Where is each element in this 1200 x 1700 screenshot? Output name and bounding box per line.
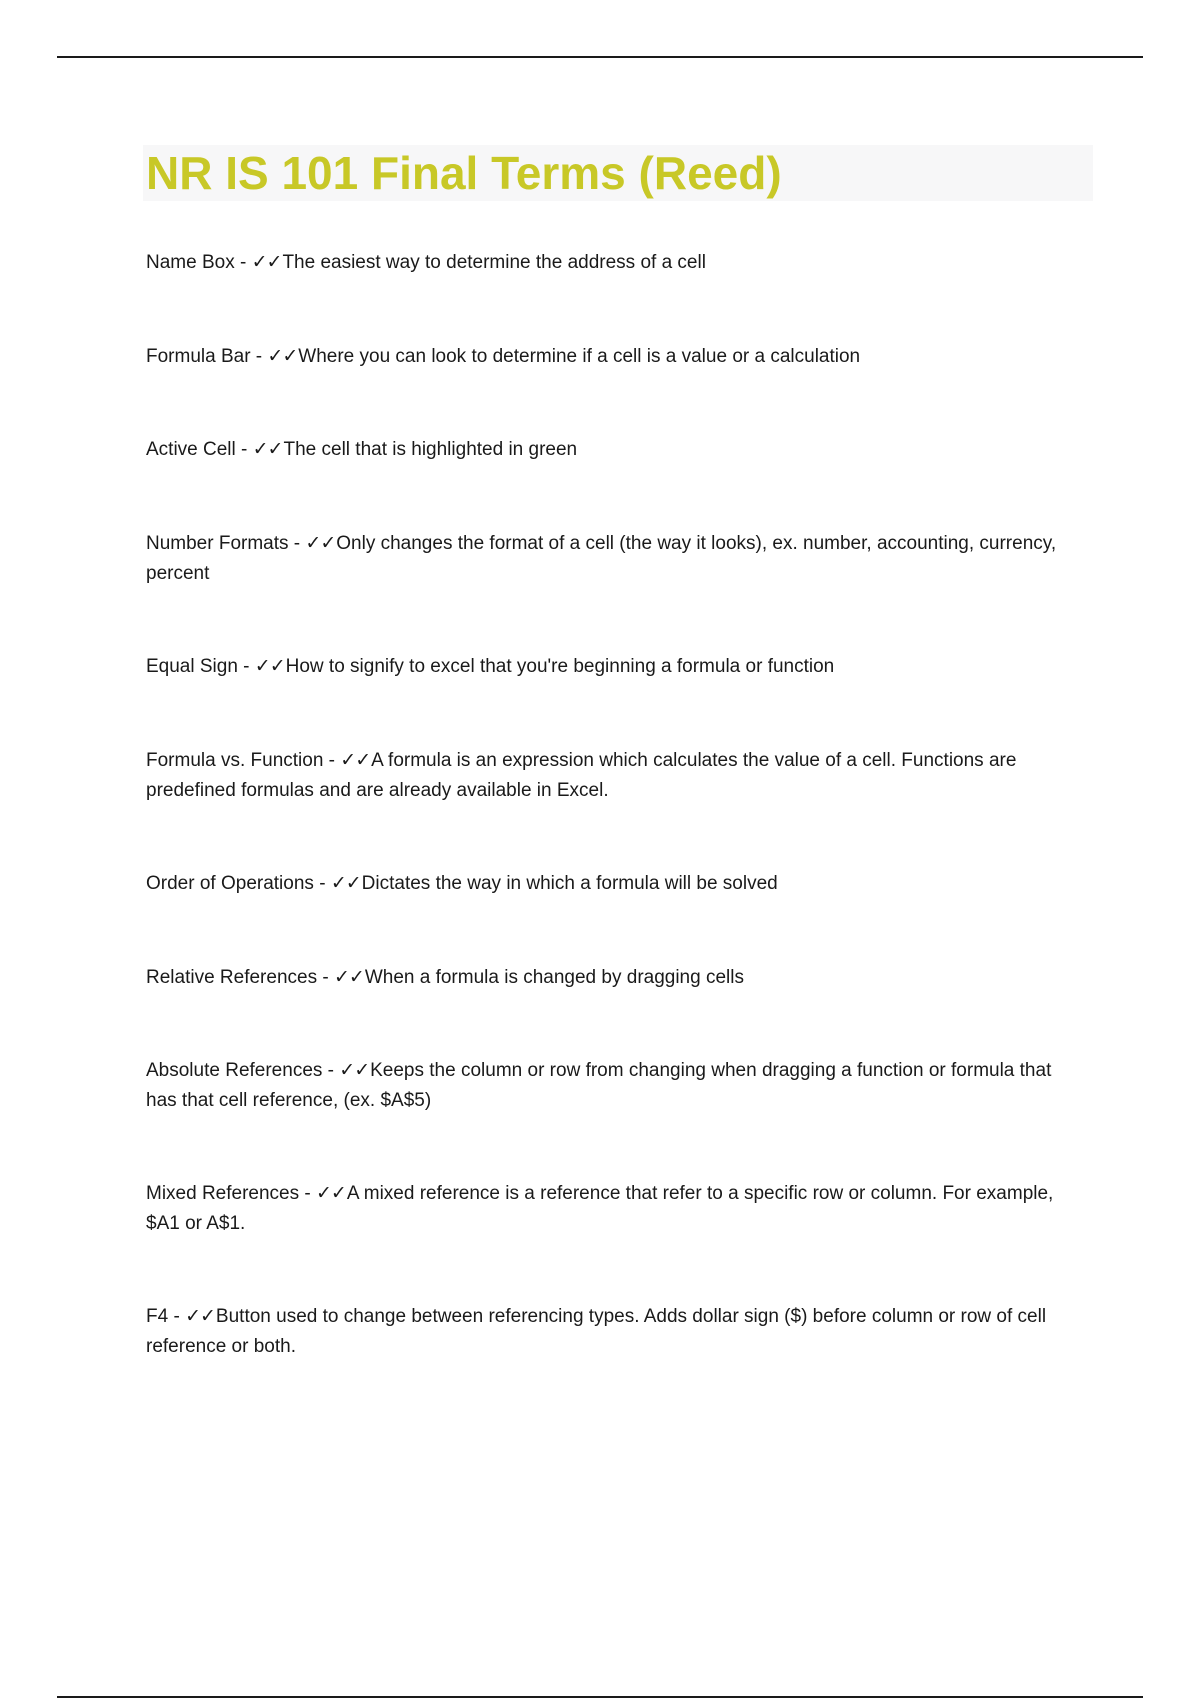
term-definition: The cell that is highlighted in green	[283, 439, 578, 460]
bottom-rule	[57, 1696, 1143, 1698]
term-definition: A formula is an expression which calculates the value of a cell. Functions are predefined formulas and are already available in Excel.	[146, 750, 1017, 801]
term-definition: Dictates the way in which a formula will be solved	[361, 873, 778, 894]
term-definition: A mixed reference is a reference that refer to a specific row or column. For example, $A1 or A$1.	[146, 1183, 1054, 1234]
term-entry: Active Cell - ✓✓The cell that is highlighted in green	[146, 438, 578, 460]
term-name: Absolute References	[146, 1060, 323, 1081]
term-name: Active Cell	[146, 439, 236, 460]
double-check-icon: ✓✓	[305, 532, 336, 554]
double-check-icon: ✓✓	[267, 345, 298, 367]
term-entry: Absolute References - ✓✓Keeps the column or row from changing when dragging a function or formula that has that cell reference, (ex. $A$5)	[146, 1059, 1052, 1111]
top-rule	[57, 56, 1143, 58]
term-name: Mixed References	[146, 1183, 300, 1204]
term-name: Name Box	[146, 252, 235, 273]
double-check-icon: ✓✓	[340, 749, 371, 771]
term-entry: Order of Operations - ✓✓Dictates the way in which a formula will be solved	[146, 872, 778, 894]
term-entry: Formula vs. Function - ✓✓A formula is an expression which calculates the value of a cell. Functions are predefined formulas and are already available in Excel.	[146, 749, 1017, 801]
term-name: Formula Bar	[146, 346, 251, 367]
term-definition: Only changes the format of a cell (the way it looks), ex. number, accounting, currency, percent	[146, 533, 1057, 584]
term-entry: F4 - ✓✓Button used to change between referencing types. Adds dollar sign ($) before column or row of cell reference or both.	[146, 1305, 1047, 1357]
double-check-icon: ✓✓	[254, 655, 285, 677]
double-check-icon: ✓✓	[339, 1059, 370, 1081]
term-name: Formula vs. Function	[146, 750, 324, 771]
term-definition: When a formula is changed by dragging cells	[364, 967, 744, 988]
double-check-icon: ✓✓	[333, 966, 364, 988]
term-definition: How to signify to excel that you're beginning a formula or function	[285, 656, 835, 677]
double-check-icon: ✓✓	[316, 1182, 346, 1204]
term-entry: Equal Sign - ✓✓How to signify to excel that you're beginning a formula or function	[146, 655, 835, 677]
double-check-icon: ✓✓	[185, 1305, 215, 1327]
term-definition: The easiest way to determine the address of a cell	[282, 252, 706, 273]
double-check-icon: ✓✓	[252, 438, 283, 460]
term-name: Relative References	[146, 967, 318, 988]
term-entry: Relative References - ✓✓When a formula is changed by dragging cells	[146, 966, 744, 988]
term-definition: Keeps the column or row from changing when dragging a function or formula that has that cell reference, (ex. $A$5)	[146, 1060, 1052, 1111]
term-definition: Where you can look to determine if a cell is a value or a calculation	[298, 346, 861, 367]
term-definition: Button used to change between referencing types. Adds dollar sign ($) before column or row of cell reference or both.	[146, 1306, 1047, 1357]
term-name: Equal Sign	[146, 656, 238, 677]
term-name: F4	[146, 1306, 169, 1327]
document-title: NR IS 101 Final Terms (Reed)	[146, 147, 782, 199]
term-entry: Mixed References - ✓✓A mixed reference is a reference that refer to a specific row or column. For example, $A1 or A$1.	[146, 1182, 1054, 1234]
double-check-icon: ✓✓	[251, 251, 282, 273]
term-name: Number Formats	[146, 533, 289, 554]
double-check-icon: ✓✓	[330, 872, 361, 894]
term-name: Order of Operations	[146, 873, 314, 894]
term-entry: Number Formats - ✓✓Only changes the format of a cell (the way it looks), ex. number, accounting, currency, percent	[146, 532, 1057, 584]
term-entry: Name Box - ✓✓The easiest way to determine the address of a cell	[146, 251, 706, 273]
term-entry: Formula Bar - ✓✓Where you can look to determine if a cell is a value or a calculation	[146, 345, 861, 367]
